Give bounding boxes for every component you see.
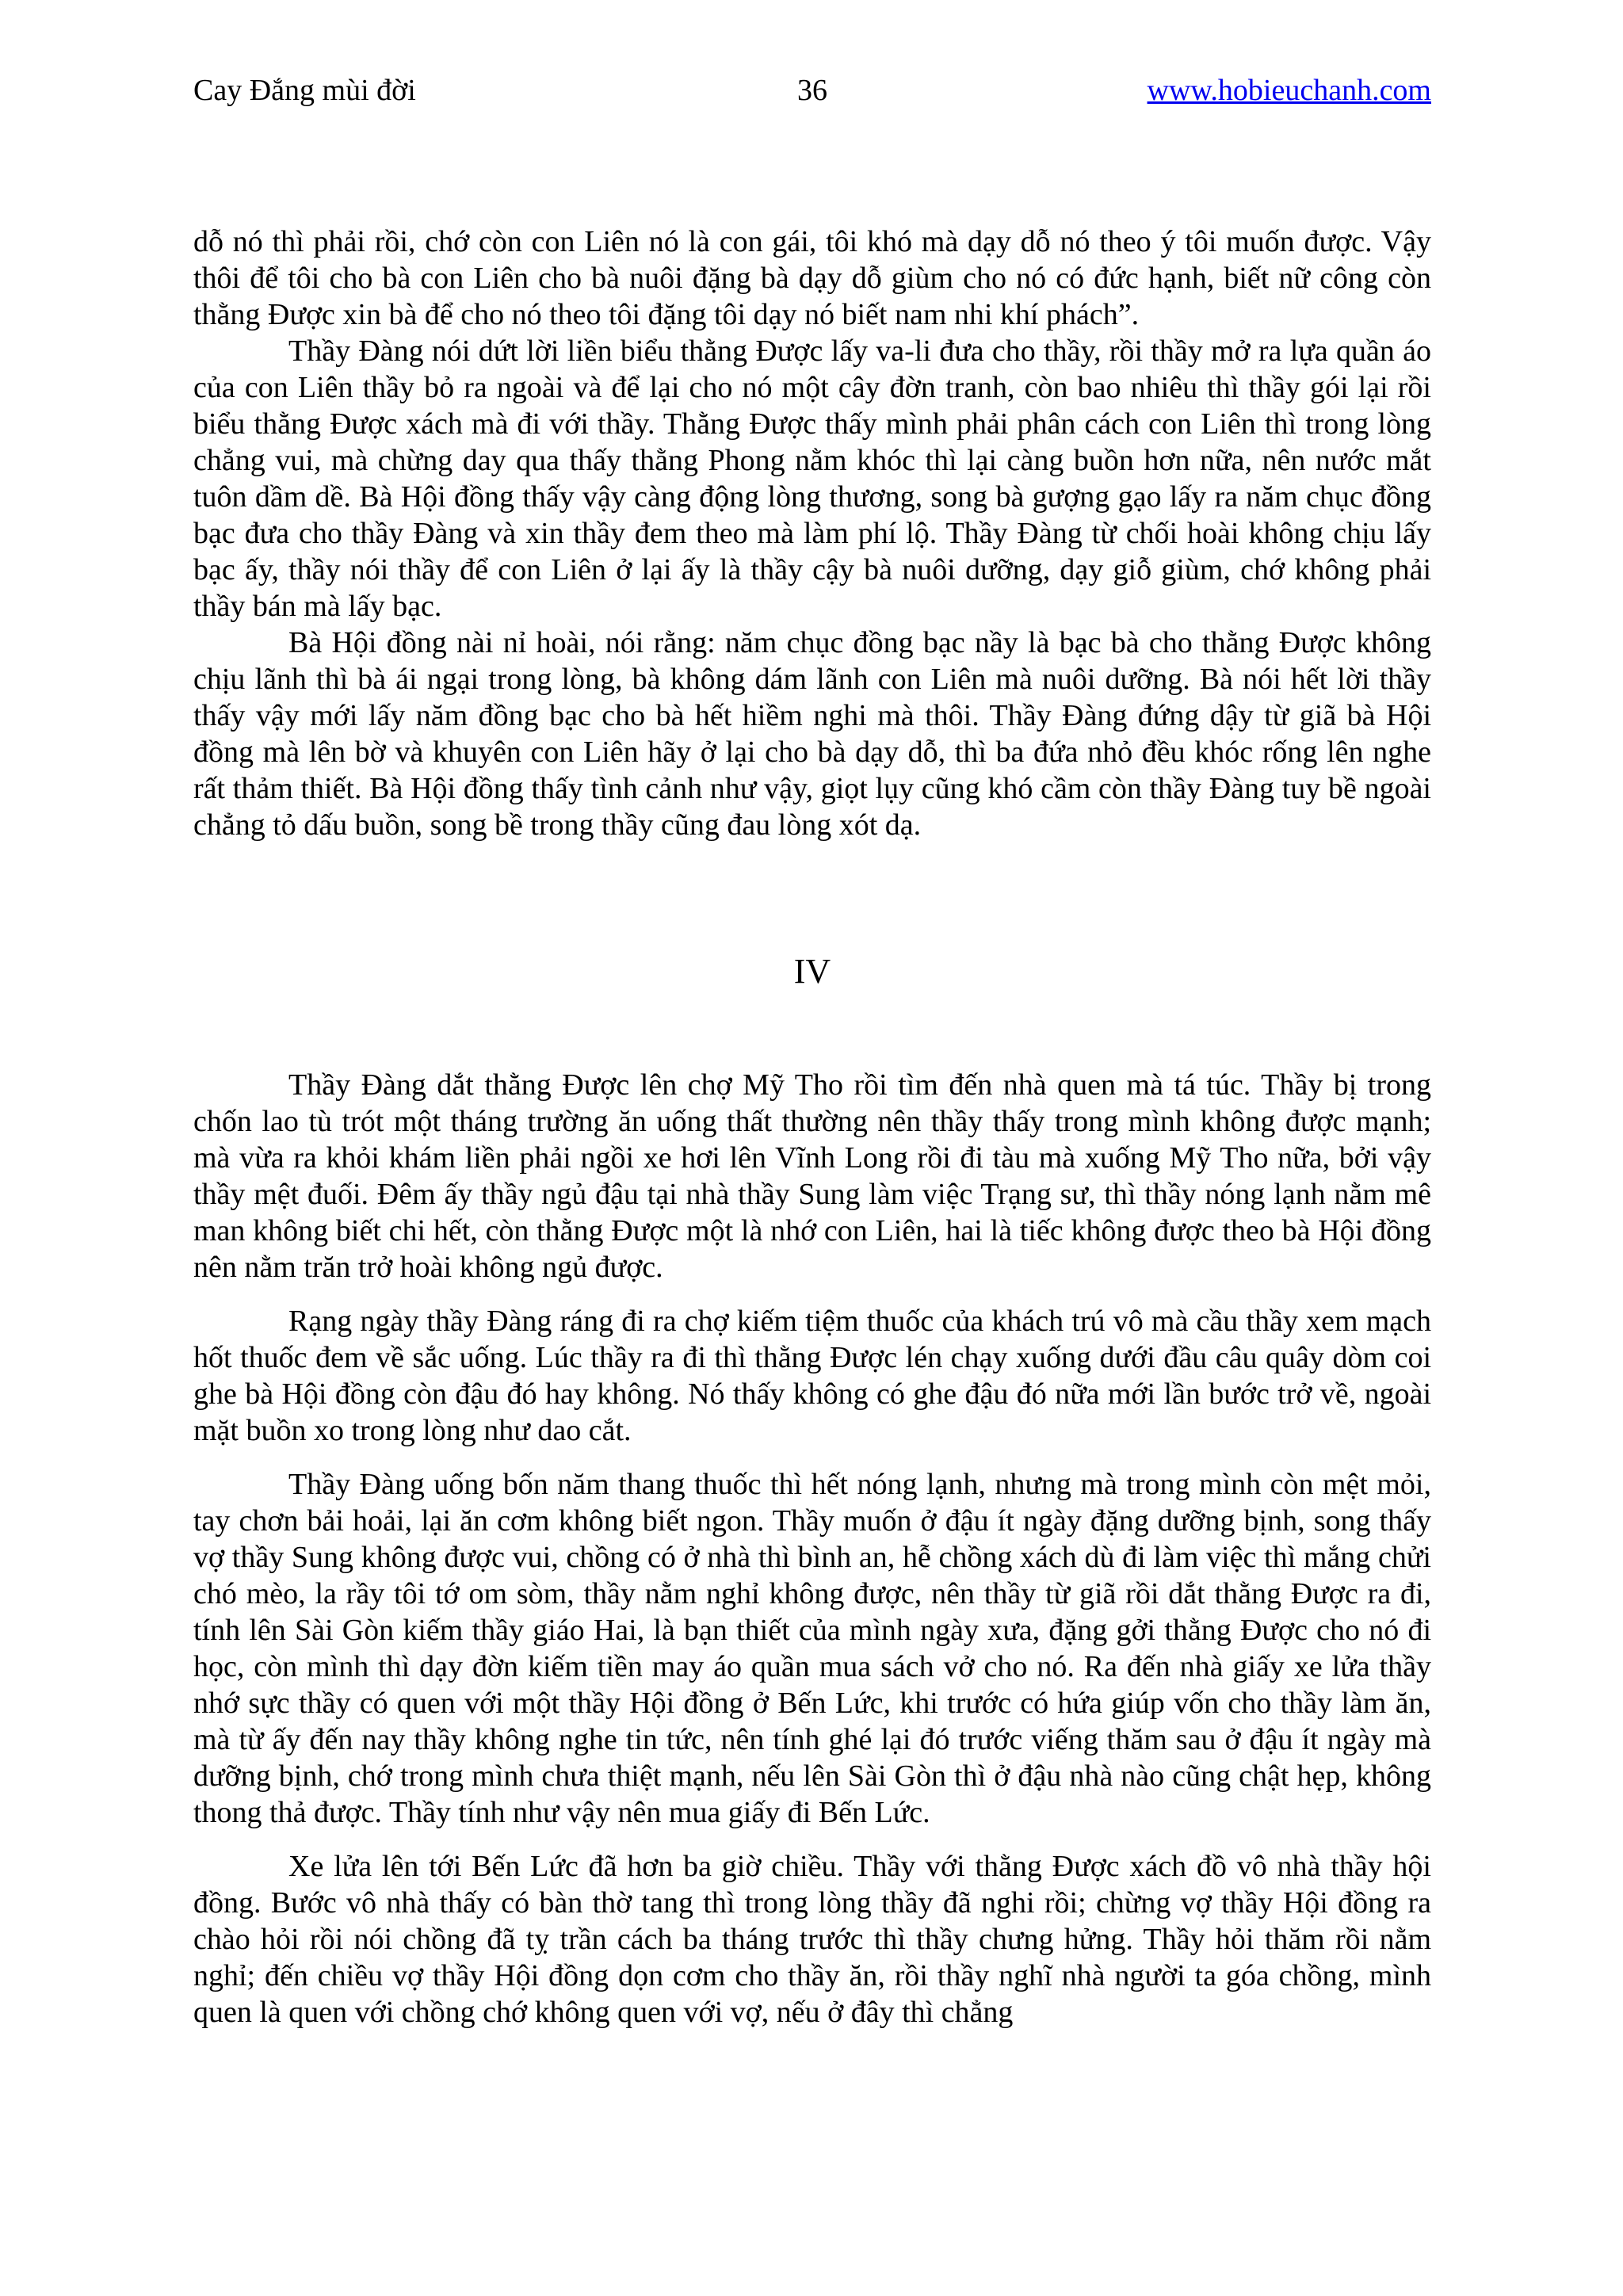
- page-number: 36: [797, 74, 827, 107]
- paragraph-5: Rạng ngày thầy Đàng ráng đi ra chợ kiếm tiệm thuốc của khách trú vô mà cầu thầy xem mạch hốt thuốc đem về sắc uống. Lúc thầy ra đi thì thằng Được lén chạy xuống dưới đầu câu quây dòm coi ghe bà Hội đồng còn đậu đó hay không. Nó thấy không có ghe đậu đó nữa mới lần bước trở về, ngoài mặt buồn xo trong lòng như dao cắt.: [193, 1305, 1431, 1447]
- page-header: [193, 73, 1431, 113]
- website-link[interactable]: www.hobieuchanh.com: [1147, 74, 1431, 107]
- paragraph-3: Bà Hội đồng nài nỉ hoài, nói rằng: năm chục đồng bạc nầy là bạc bà cho thằng Được không chịu lãnh thì bà ái ngại trong lòng, bà không dám lãnh con Liên mà nuôi dưỡng. Bà nói hết lời thầy thấy vậy mới lấy năm đồng bạc cho bà hết hiềm nghi mà thôi. Thầy Đàng đứng dậy từ giã bà Hội đồng mà lên bờ và khuyên con Liên hãy ở lại cho bà dạy dỗ, thì ba đứa nhỏ đều khóc rống lên nghe rất thảm thiết. Bà Hội đồng thấy tình cảnh như vậy, giọt lụy cũng khó cầm còn thầy Đàng tuy bề ngoài chẳng tỏ dấu buồn, song bề trong thầy cũng đau lòng xót dạ.: [193, 626, 1431, 842]
- chapter-heading: IV: [793, 952, 831, 991]
- page-body: [193, 223, 1431, 2030]
- paragraph-7: Xe lửa lên tới Bến Lức đã hơn ba giờ chiều. Thầy với thằng Được xách đồ vô nhà thầy hội đồng. Bước vô nhà thấy có bàn thờ tang thì trong lòng thầy đã nghi rồi; chừng vợ thầy Hội đồng ra chào hỏi rồi nói chồng đã tỵ trần cách ba tháng trước thì thầy chưng hửng. Thầy hỏi thăm rồi nằm nghỉ; đến chiều vợ thầy Hội đồng dọn cơm cho thầy ăn, rồi thầy nghĩ nhà người ta góa chồng, mình quen là quen với chồng chớ không quen với vợ, nếu ở đây thì chẳng: [193, 1850, 1431, 2029]
- book-title: Cay Đắng mùi đời: [193, 74, 416, 107]
- paragraph-4: Thầy Đàng dắt thằng Được lên chợ Mỹ Tho rồi tìm đến nhà quen mà tá túc. Thầy bị trong chốn lao tù trót một tháng trường ăn uống thất thường nên thầy thấy trong mình không được mạnh; mà vừa ra khỏi khám liền phải ngồi xe hơi lên Vĩnh Long rồi đi tàu mà xuống Mỹ Tho nữa, bởi vậy thầy mệt đuối. Đêm ấy thầy ngủ đậu tại nhà thầy Sung làm việc Trạng sư, thì thầy nóng lạnh nằm mê man không biết chi hết, còn thằng Được một là nhớ con Liên, hai là tiếc không được theo bà Hội đồng nên nằm trăn trở hoài không ngủ được.: [193, 1068, 1431, 1284]
- paragraph-2: Thầy Đàng nói dứt lời liền biểu thằng Được lấy va-li đưa cho thầy, rồi thầy mở ra lựa quần áo của con Liên thầy bỏ ra ngoài và để lại cho nó một cây đờn tranh, còn bao nhiêu thì thầy gói lại rồi biểu thằng Được xách mà đi với thầy. Thằng Được thấy mình phải phân cách con Liên thì trong lòng chẳng vui, mà chừng day qua thấy thằng Phong nằm khóc thì lại càng buồn hơn nữa, nên nước mắt tuôn dầm dề. Bà Hội đồng thấy vậy càng động lòng thương, song bà gượng gạo lấy ra năm chục đồng bạc đưa cho thầy Đàng và xin thầy đem theo mà làm phí lộ. Thầy Đàng từ chối hoài không chịu lấy bạc ấy, thầy nói thầy để con Liên ở lại ấy là thầy cậy bà nuôi dưỡng, dạy giỗ giùm, chớ không phải thầy bán mà lấy bạc.: [193, 334, 1431, 623]
- paragraph-6: Thầy Đàng uống bốn năm thang thuốc thì hết nóng lạnh, nhưng mà trong mình còn mệt mỏi, tay chơn bải hoải, lại ăn cơm không biết ngon. Thầy muốn ở đậu ít ngày đặng dưỡng bịnh, song thấy vợ thầy Sung không được vui, chồng có ở nhà thì bình an, hễ chồng xách dù đi làm việc thì mắng chửi chó mèo, la rầy tôi tớ om sòm, thầy nằm nghỉ không được, nên thầy từ giã rồi dắt thằng Được ra đi, tính lên Sài Gòn kiếm thầy giáo Hai, là bạn thiết của mình ngày xưa, đặng gởi thằng Được cho nó đi học, còn mình thì dạy đờn kiếm tiền may áo quần mua sách vở cho nó. Ra đến nhà giấy xe lửa thầy nhớ sực thầy có quen với một thầy Hội đồng ở Bến Lức, khi trước có hứa giúp vốn cho thầy làm ăn, mà từ ấy đến nay thầy không nghe tin tức, nên tính ghé lại đó trước viếng thăm sau ở đậu ít ngày mà dưỡng bịnh, chớ trong mình chưa thiệt mạnh, nếu lên Sài Gòn thì ở đậu nhà nào cũng chật hẹp, không thong thả được. Thầy tính như vậy nên mua giấy đi Bến Lức.: [193, 1468, 1431, 1829]
- paragraph-1: dỗ nó thì phải rồi, chớ còn con Liên nó là con gái, tôi khó mà dạy dỗ nó theo ý tôi muốn được. Vậy thôi để tôi cho bà con Liên cho bà nuôi đặng bà dạy dỗ giùm cho nó có đức hạnh, biết nữ công còn thằng Được xin bà để cho nó theo tôi đặng tôi dạy nó biết nam nhi khí phách”.: [193, 225, 1431, 331]
